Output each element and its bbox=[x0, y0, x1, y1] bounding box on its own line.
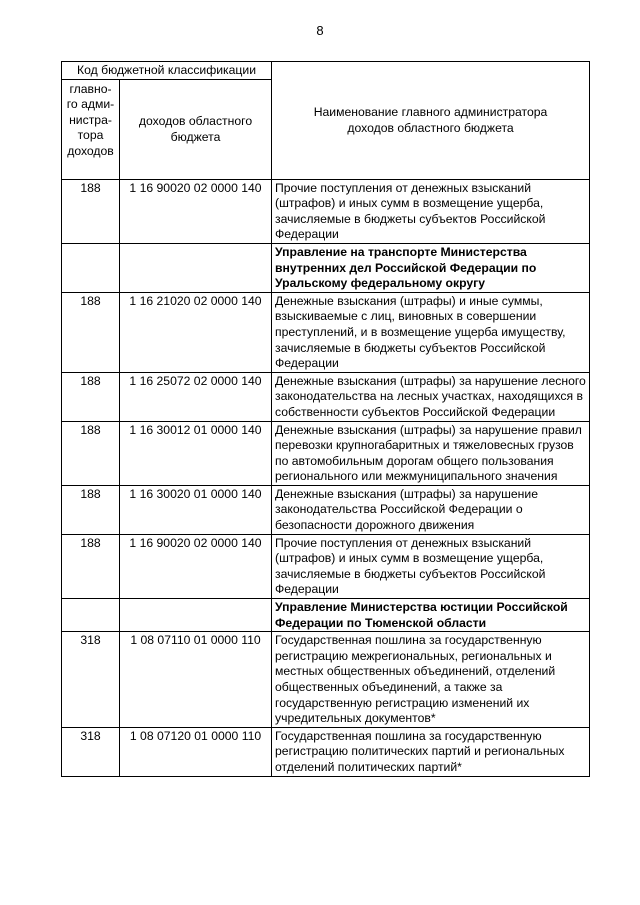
income-code-cell bbox=[120, 243, 272, 292]
administrator-name-cell: Денежные взыскания (штрафы) за нарушение лесного законодательства на лесных участках, находящихся в собственности субъектов Российской Федерации bbox=[272, 372, 590, 421]
income-code-cell: 1 16 30020 01 0000 140 bbox=[120, 485, 272, 534]
header-budget-code-group: Код бюджетной классификации bbox=[62, 62, 272, 80]
admin-code-cell: 188 bbox=[62, 292, 120, 372]
table-row bbox=[62, 372, 590, 421]
header-administrator-name: Наименование главного администратора доходов областного бюджета bbox=[272, 62, 590, 180]
admin-code-cell: 188 bbox=[62, 485, 120, 534]
admin-code-cell: 188 bbox=[62, 421, 120, 485]
table-row bbox=[62, 632, 590, 728]
administrator-name-cell: Государственная пошлина за государственную регистрацию политических партий и региональных отделений политических партий* bbox=[272, 727, 590, 776]
table-body bbox=[62, 179, 590, 776]
administrator-name-cell: Управление на транспорте Министерства внутренних дел Российской Федерации по Уральскому федеральному округу bbox=[272, 243, 590, 292]
header-administrator-code: главно- го адми- нистра- тора доходов bbox=[62, 79, 120, 179]
income-code-cell bbox=[120, 599, 272, 632]
administrator-name-cell: Управление Министерства юстиции Российской Федерации по Тюменской области bbox=[272, 599, 590, 632]
administrator-name-cell: Денежные взыскания (штрафы) за нарушение правил перевозки крупногабаритных и тяжеловесных грузов по автомобильным дорогам общего пользования регионального или межмуниципального значения bbox=[272, 421, 590, 485]
table-row bbox=[62, 292, 590, 372]
administrator-name-cell: Денежные взыскания (штрафы) за нарушение законодательства Российской Федерации о безопасности дорожного движения bbox=[272, 485, 590, 534]
income-code-cell: 1 08 07120 01 0000 110 bbox=[120, 727, 272, 776]
admin-code-cell bbox=[62, 243, 120, 292]
header-income-code: доходов областного бюджета bbox=[120, 79, 272, 179]
page-number: 8 bbox=[316, 23, 324, 38]
budget-classification-table bbox=[61, 61, 590, 777]
table-row bbox=[62, 727, 590, 776]
income-code-cell: 1 16 21020 02 0000 140 bbox=[120, 292, 272, 372]
income-code-cell: 1 16 90020 02 0000 140 bbox=[120, 534, 272, 598]
admin-code-cell: 188 bbox=[62, 372, 120, 421]
table-row bbox=[62, 179, 590, 243]
income-code-cell: 1 16 25072 02 0000 140 bbox=[120, 372, 272, 421]
section-row bbox=[62, 243, 590, 292]
admin-code-cell: 188 bbox=[62, 179, 120, 243]
income-code-cell: 1 08 07110 01 0000 110 bbox=[120, 632, 272, 728]
income-code-cell: 1 16 30012 01 0000 140 bbox=[120, 421, 272, 485]
table-row bbox=[62, 485, 590, 534]
administrator-name-cell: Прочие поступления от денежных взысканий (штрафов) и иных сумм в возмещение ущерба, зачисляемые в бюджеты субъектов Российской Федерации bbox=[272, 179, 590, 243]
admin-code-cell: 318 bbox=[62, 727, 120, 776]
table-row bbox=[62, 421, 590, 485]
table-header bbox=[62, 62, 590, 180]
section-row bbox=[62, 599, 590, 632]
administrator-name-cell: Прочие поступления от денежных взысканий (штрафов) и иных сумм в возмещение ущерба, зачисляемые в бюджеты субъектов Российской Федерации bbox=[272, 534, 590, 598]
admin-code-cell bbox=[62, 599, 120, 632]
administrator-name-cell: Государственная пошлина за государственную регистрацию межрегиональных, региональных и местных общественных объединений, отделений общественных объединений, а также за государственную регистрацию изменений их учредительных документов* bbox=[272, 632, 590, 728]
administrator-name-cell: Денежные взыскания (штрафы) и иные суммы, взыскиваемые с лиц, виновных в совершении преступлений, и в возмещение ущерба имуществу, зачисляемые в бюджеты субъектов Российской Федерации bbox=[272, 292, 590, 372]
admin-code-cell: 188 bbox=[62, 534, 120, 598]
table-row bbox=[62, 534, 590, 598]
income-code-cell: 1 16 90020 02 0000 140 bbox=[120, 179, 272, 243]
admin-code-cell: 318 bbox=[62, 632, 120, 728]
